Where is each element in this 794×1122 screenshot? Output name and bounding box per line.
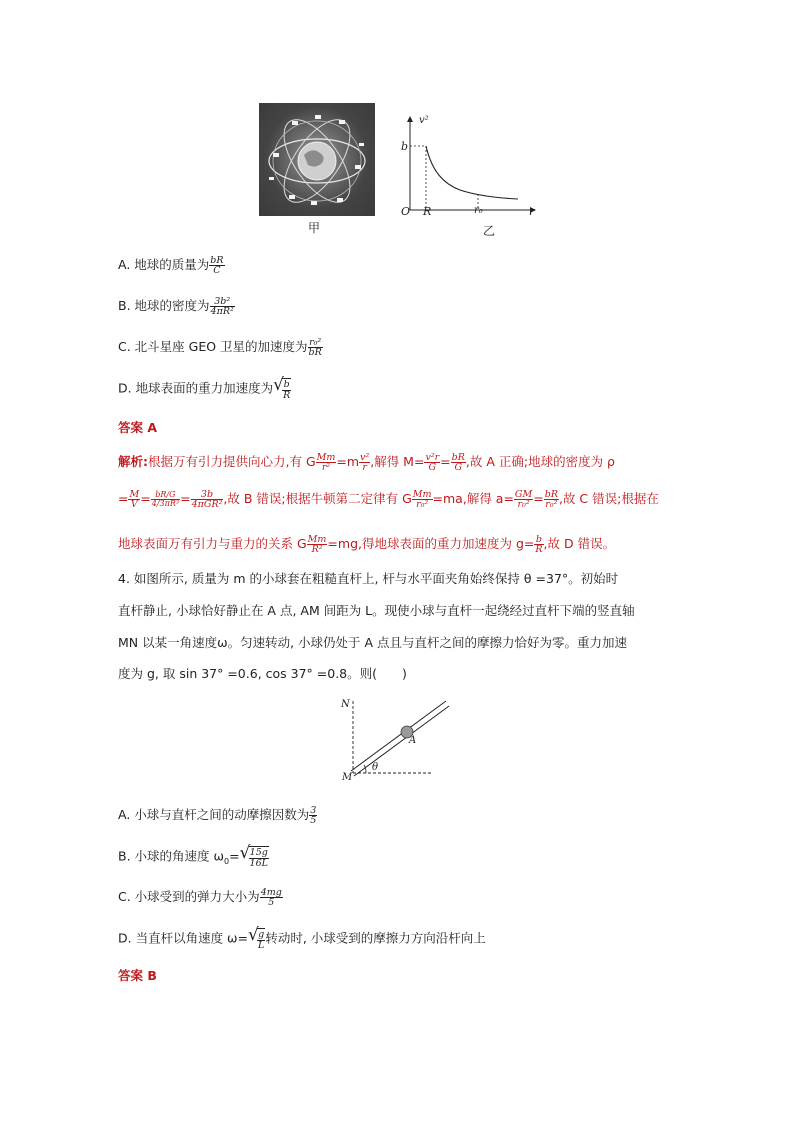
graph-origin-label: O <box>401 205 411 218</box>
q4-answer: 答案 B <box>118 968 157 983</box>
q4-stem-line-1: 4. 如图所示, 质量为 m 的小球套在粗糙直杆上, 杆与水平面夹角始终保持 θ =37°。初始时 <box>118 571 619 586</box>
graph-R-label: R <box>423 205 432 218</box>
diagram-A-label: A <box>409 735 417 746</box>
q4-option-d: D. 当直杆以角速度 ω= √ $\frac{g}{L}$ 转动时, 小球受到的摩擦力方向沿杆向上 <box>118 928 486 950</box>
figure-label-left: 甲 <box>308 221 321 235</box>
q3-answer: 答案 A <box>118 420 158 435</box>
q3-option-c: C. 北斗星座 GEO 卫星的加速度为 $\frac{\text{r₀²}}{bR}$ <box>118 336 322 358</box>
graph-b-label: b <box>401 140 409 153</box>
q4-option-b: B. 小球的角速度 $\omega_0=$ √ $\frac{15g}{16L}$ <box>118 846 269 868</box>
q3-explanation-line-1: 解析:根据万有引力提供向心力,有 G $\frac{Mm}{\text{r²}}$ =m $\frac{\text{v²}}{r}$ ,解得 M= $\frac{\text{v²r}}{G}$ = $\frac{bR}{G}$ ,故 A 正确;地球的密度为 ρ <box>118 451 615 473</box>
q3-explanation-line-3: 地球表面万有引力与重力的关系 G $\frac{Mm}{\text{R²}}$ =mg,得地球表面的重力加速度为 g= $\frac{b}{R}$ ,故 D 错误。 <box>118 533 616 555</box>
diagram-N-label: N <box>341 699 350 710</box>
q4-stem-line-2: 直杆静止, 小球恰好静止在 A 点, AM 间距为 L。现使小球与直杆一起绕经过直杆下端的竖直轴 <box>118 603 635 618</box>
v2-r-graph <box>398 112 542 224</box>
graph-x-axis-label: r <box>529 205 535 218</box>
diagram-theta-label: θ <box>372 762 379 773</box>
rod-ball-diagram <box>338 693 450 785</box>
figure-label-right: 乙 <box>483 224 496 238</box>
diagram-M-label: M <box>342 772 353 783</box>
graph-y-axis-label: v² <box>419 115 429 126</box>
q4-stem-line-3: MN 以某一角速度ω。匀速转动, 小球仍处于 A 点且与直杆之间的摩擦力恰好为零。重力加速 <box>118 635 628 650</box>
q4-option-c: C. 小球受到的弹力大小为 $\frac{4mg}{5}$ <box>118 886 282 908</box>
q4-stem-line-4: 度为 g, 取 sin 37° =0.6, cos 37° =0.8。则( ) <box>118 666 407 681</box>
q3-explanation-line-2: = $\frac{M}{V}$ = $\frac{bR/G}{\text{4/3πR³}}$ = $\frac{3b}{\text{4πGR²}}$ ,故 B 错误;根据牛顿第二定律有 G $\frac{Mm}{\text{r₀²}}$ =ma,解得 a= $\frac{GM}{\text{r₀²}}$ = $\frac{bR}{\text{r₀²}}$ ,故 C 错误;根据在 <box>118 488 659 510</box>
q4-option-a: A. 小球与直杆之间的动摩擦因数为 $\frac{3}{5}$ <box>118 804 317 826</box>
graph-r0-label: r₀ <box>474 205 483 216</box>
satellite-orbits-image <box>259 103 375 216</box>
satellite-photo <box>259 103 375 216</box>
q3-option-a: A. 地球的质量为 $\frac{bR}{C}$ <box>118 254 224 276</box>
q3-option-d: D. 地球表面的重力加速度为 √ $\frac{b}{R}$ <box>118 378 291 400</box>
q3-option-b: B. 地球的密度为 $\frac{\text{3b²}}{\text{4πR²}}$ <box>118 295 234 317</box>
